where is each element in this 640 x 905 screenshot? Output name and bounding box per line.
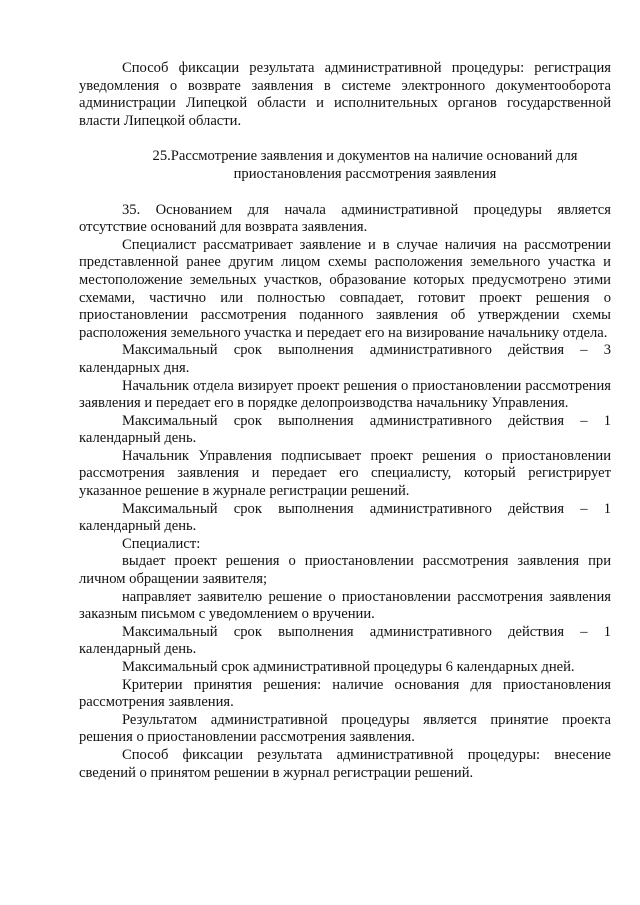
- section-heading: [79, 148, 611, 183]
- paragraph-procedure-max-term: Максимальный срок административной процедуры 6 календарных дней.: [122, 659, 575, 675]
- paragraph-specialist: Специалист:: [122, 535, 201, 552]
- section-heading-line-1: 25.Рассмотрение заявления и документов на наличие оснований для: [152, 148, 578, 165]
- paragraph-max-term-3-days: Максимальный срок выполнения административного действия – 3 календарных дня.: [79, 342, 611, 376]
- paragraph-result-recording: Способ фиксации результата административной процедуры: внесение сведений о принятом решении в журнал регистрации решений.: [79, 746, 611, 781]
- paragraph-specialist-review: Специалист рассматривает заявление и в случае наличия на рассмотрении представленной ранее другим лицом схемы расположения земельного участка и местоположение земельных участков, образование которых предусмотрено этими схемами, частично или полностью совпадает, готовит проект решения о приостановлении рассмотрения поданного заявления об утверждении схемы расположения земельного участка и передает его на визирование начальнику отдела.: [79, 236, 611, 341]
- paragraph-max-term-1-day: Максимальный срок выполнения административного действия – 1 календарный день.: [79, 623, 611, 658]
- paragraph-35: 35. Основанием для начала административной процедуры является отсутствие оснований для возврата заявления.: [79, 201, 611, 236]
- paragraph-send-by-mail: направляет заявителю решение о приостановлении рассмотрения заявления заказным письмом с уведомлением о вручении.: [79, 588, 611, 623]
- paragraph-max-term-1-day: Максимальный срок выполнения административного действия – 1 календарный день.: [79, 412, 611, 447]
- spacer: [79, 130, 611, 148]
- section-heading-line-2: приостановления рассмотрения заявления: [233, 165, 497, 182]
- paragraph-decision-criteria: Критерии принятия решения: наличие основания для приостановления рассмотрения заявления.: [79, 676, 611, 711]
- paragraph-head-of-department: Начальник отдела визирует проект решения о приостановлении рассмотрения заявления и передает его в порядке делопроизводства начальнику Управления.: [79, 377, 611, 412]
- paragraph-issue-in-person: выдает проект решения о приостановлении рассмотрения заявления при личном обращении заявителя;: [79, 553, 611, 588]
- paragraph-procedure-result: Результатом административной процедуры является принятие проекта решения о приостановлении рассмотрения заявления.: [79, 711, 611, 746]
- intro-paragraph: Способ фиксации результата административной процедуры: регистрация уведомления о возврате заявления в системе электронного документооборота администрации Липецкой области и исполнительных органов государственной власти Липецкой области.: [79, 60, 611, 129]
- paragraph-max-term-1-day: Максимальный срок выполнения административного действия – 1 календарный день.: [79, 500, 611, 535]
- document-page: [79, 60, 611, 782]
- spacer: [79, 184, 611, 202]
- paragraph-head-of-administration: Начальник Управления подписывает проект решения о приостановлении рассмотрения заявления и передает его специалисту, который регистрирует указанное решение в журнале регистрации решений.: [79, 447, 611, 500]
